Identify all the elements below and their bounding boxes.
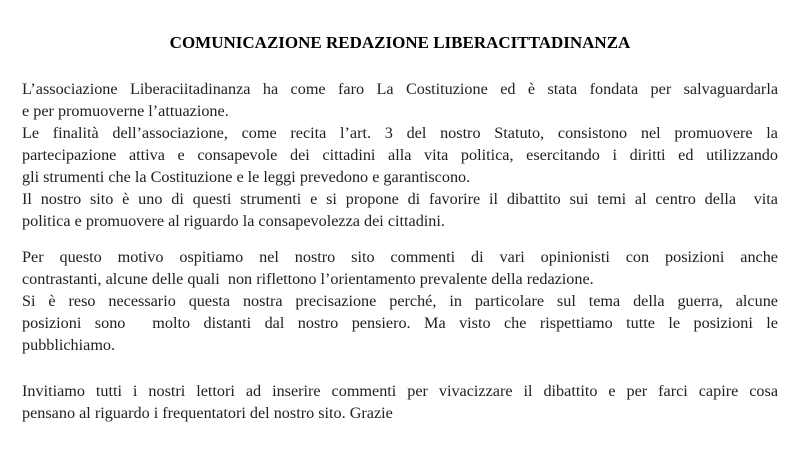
text-line: Le finalità dell’associazione, come recita l’art. 3 del nostro Statuto, consistono nel promuovere la: [22, 124, 778, 142]
paragraph-positions: [22, 246, 778, 356]
text-line: pubblichiamo.: [22, 336, 116, 354]
document-title: COMUNICAZIONE REDAZIONE LIBERACITTADINANZA: [169, 33, 631, 52]
text-line: politica e promuovere al riguardo la consapevolezza dei cittadini.: [22, 212, 445, 230]
text-line: contrastanti, alcune delle quali non riflettono l’orientamento prevalente della redazione.: [22, 270, 594, 288]
text-line: gli strumenti che la Costituzione e le leggi prevedono e garantiscono.: [22, 168, 471, 186]
text-line: partecipazione attiva e consapevole dei cittadini alla vita politica, esercitando i diritti ed utilizzando: [22, 146, 778, 164]
text-line: Si è reso necessario questa nostra precisazione perché, in particolare sul tema della guerra, alcune: [22, 292, 778, 310]
paragraph-intro: [22, 78, 778, 232]
document-body: [0, 78, 800, 424]
text-line: e per promuoverne l’attuazione.: [22, 102, 229, 120]
text-line: posizioni sono molto distanti dal nostro pensiero. Ma visto che rispettiamo tutte le posizioni le: [22, 314, 778, 332]
text-line: L’associazione Liberaciitadinanza ha come faro La Costituzione ed è stata fondata per salvaguardarla: [22, 80, 778, 98]
text-line: Per questo motivo ospitiamo nel nostro sito commenti di vari opinionisti con posizioni anche: [22, 248, 778, 266]
paragraph-invitation: [22, 380, 778, 424]
text-line: Invitiamo tutti i nostri lettori ad inserire commenti per vivacizzare il dibattito e per farci capire cosa: [22, 382, 778, 400]
text-line: Il nostro sito è uno di questi strumenti e si propone di favorire il dibattito sui temi al centro della vita: [22, 190, 778, 208]
text-line: pensano al riguardo i frequentatori del nostro sito. Grazie: [22, 404, 393, 422]
